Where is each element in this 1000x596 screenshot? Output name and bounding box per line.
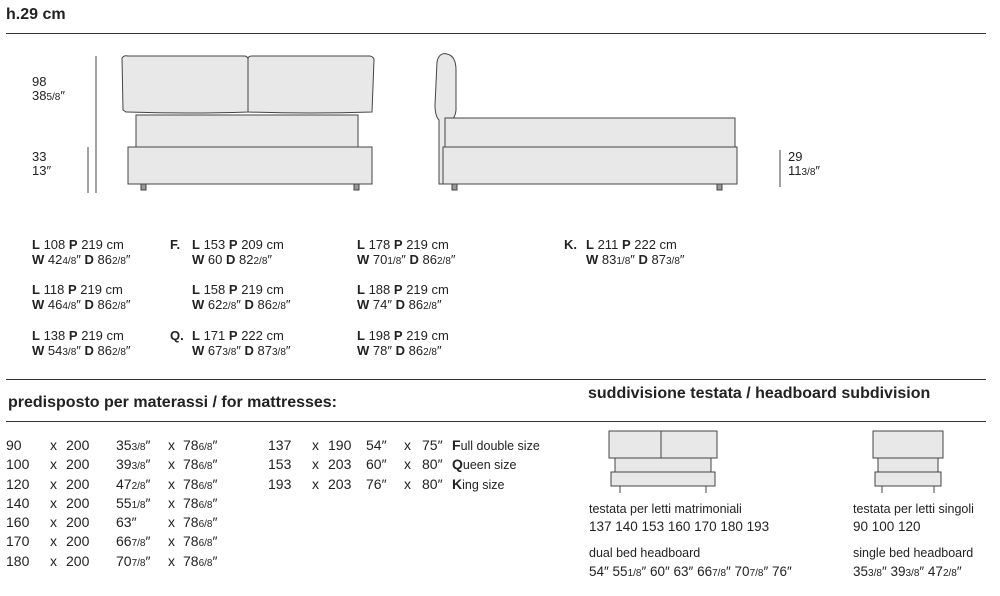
mattress-cell: 200 xyxy=(66,437,90,453)
times-sign: x xyxy=(168,552,175,569)
double-headboard-in: 54″ 551/8″ 60″ 63″ 667/8″ 707/8″ 76″ xyxy=(589,564,792,579)
mattress-depth-frac: 6/8 xyxy=(198,538,213,550)
mattress-heading: predisposto per materassi / for mattresses: xyxy=(8,394,338,411)
size-spec: L 138 P 219 cm W 543/8″ D 862/8″ xyxy=(32,328,131,358)
page-title: h.29 cm xyxy=(6,6,66,23)
times-sign: x xyxy=(50,456,57,473)
double-headboard-it: testata per letti matrimoniali xyxy=(589,502,742,516)
mattress-cell: 200 xyxy=(66,456,90,473)
mattress-width-in: 707/8″ xyxy=(116,552,151,569)
times-sign: x xyxy=(50,514,57,531)
mattress-width-value: 70 xyxy=(116,552,132,569)
mattress-width-value: 35 xyxy=(116,437,132,453)
single-headboard-cm: 90 100 120 xyxy=(853,519,921,534)
mattress-width-frac: 7/8 xyxy=(131,538,146,550)
size-width-frac: 2/8 xyxy=(222,301,237,312)
size-depth: 209 cm xyxy=(241,237,284,252)
size-depth: 219 cm xyxy=(81,328,124,343)
size-initial: F xyxy=(452,437,461,453)
size-depth-frac: 2/8 xyxy=(271,301,286,312)
mattress-cell: 190 xyxy=(328,437,352,453)
times-sign: x xyxy=(50,494,57,511)
size-depth-in: 82 xyxy=(239,252,254,267)
times-sign: x xyxy=(50,552,57,569)
mattress-width-in: 551/8″ xyxy=(116,494,151,511)
size-spec: L 198 P 219 cm W 78″ D 862/8″ xyxy=(357,328,449,358)
size-depth-frac: 3/8 xyxy=(665,256,680,267)
bed-leg-right xyxy=(717,184,722,190)
divider xyxy=(6,421,986,422)
size-spec: L 171 P 222 cm W 673/8″ D 873/8″ xyxy=(192,328,291,358)
times-sign: x xyxy=(168,533,175,550)
size-spec: L 153 P 209 cm W 60 D 822/8″ xyxy=(192,237,284,267)
mattress-cell: 137 xyxy=(268,437,292,453)
size-width-in: 60 xyxy=(207,252,223,267)
mattress-cell: 203 xyxy=(328,475,352,492)
size-spec: L 211 P 222 cm W 831/8″ D 873/8″ xyxy=(586,237,685,267)
bed-side-view xyxy=(425,50,785,200)
times-sign: x xyxy=(50,475,57,492)
bed-frame-front xyxy=(128,147,372,184)
size-length: 108 xyxy=(43,237,66,252)
bed-leg-left xyxy=(452,184,457,190)
headboard-cushion-left xyxy=(609,431,661,458)
times-sign: x xyxy=(404,456,411,473)
size-depth-frac: 2/8 xyxy=(423,301,437,312)
mattress-cell: 120 xyxy=(6,475,30,492)
size-marker: F. xyxy=(170,237,181,252)
size-width-frac: 1/8 xyxy=(387,256,402,267)
times-sign: x xyxy=(168,437,175,453)
mattress-depth-in: 786/8″ xyxy=(183,533,218,550)
size-width-frac: 3/8 xyxy=(62,347,77,358)
times-sign: x xyxy=(404,475,411,492)
single-headboard-it: testata per letti singoli xyxy=(853,502,974,516)
size-width-in: 62 xyxy=(207,297,223,312)
divider xyxy=(6,379,986,380)
size-depth: 219 cm xyxy=(80,282,123,297)
size-initial: K xyxy=(452,475,463,492)
mattress-cell: 180 xyxy=(6,552,30,569)
mattress-cell: 203 xyxy=(328,456,352,473)
headboard-cushion-right xyxy=(248,56,374,113)
mattress-depth-in: 75″ xyxy=(422,437,443,453)
mattress-width-in: 76″ xyxy=(366,475,387,492)
divider xyxy=(6,33,986,34)
mattress-width-value: 55 xyxy=(116,494,132,511)
mattress-depth-value: 78 xyxy=(183,456,199,473)
mattress-width-value: 63″ xyxy=(116,514,137,531)
mattress-depth-in: 80″ xyxy=(422,475,443,492)
size-depth-frac: 3/8 xyxy=(271,347,286,358)
times-sign: x xyxy=(168,456,175,473)
double-headboard-en: dual bed headboard xyxy=(589,546,701,560)
size-marker: K. xyxy=(564,237,577,252)
size-spec: L 118 P 219 cm W 464/8″ D 862/8″ xyxy=(32,282,131,312)
frame-height-label xyxy=(32,150,51,178)
size-width-in: 42 xyxy=(47,252,63,267)
frame-height-cm: 33 xyxy=(32,149,47,164)
mattress-width-in: 393/8″ xyxy=(116,456,151,473)
size-name xyxy=(452,436,540,456)
mattress-depth-value: 78 xyxy=(183,533,199,550)
bed-frame-side xyxy=(443,147,737,184)
mattress-side xyxy=(445,118,735,148)
front-height-cm: 98 xyxy=(32,74,47,89)
mattress-depth-frac: 6/8 xyxy=(198,442,213,453)
size-width-frac: 3/8 xyxy=(222,347,237,358)
mattress-depth-value: 78 xyxy=(183,552,199,569)
mattress-depth-frac: 6/8 xyxy=(198,499,213,511)
size-name xyxy=(452,455,516,475)
side-height-in: 11 xyxy=(788,163,802,178)
bed-frame xyxy=(611,472,715,486)
headboard-cushion xyxy=(873,431,943,458)
size-width-frac: 4/8 xyxy=(62,256,77,267)
mattress-cell: 170 xyxy=(6,533,30,550)
mattress-depth-value: 78 xyxy=(183,494,199,511)
mattress-depth-value: 78 xyxy=(183,475,199,492)
single-headboard-in: 353/8″ 393/8″ 472/8″ xyxy=(853,564,962,579)
times-sign: x xyxy=(312,456,319,473)
mattress-cell: 200 xyxy=(66,552,90,569)
size-width-in: 67 xyxy=(207,343,223,358)
size-depth-frac: 2/8 xyxy=(111,256,126,267)
side-height-cm: 29 xyxy=(788,149,803,164)
mattress-width-frac: 3/8 xyxy=(131,442,146,453)
size-name-rest: ing size xyxy=(462,477,505,492)
size-depth: 222 cm xyxy=(634,237,677,252)
mattress-cell: 200 xyxy=(66,514,90,531)
mattress-width-in: 472/8″ xyxy=(116,475,151,492)
size-spec: L 178 P 219 cm W 701/8″ D 862/8″ xyxy=(357,237,456,267)
side-height-in-frac: 3/8 xyxy=(801,167,816,178)
mattress-depth-in: 786/8″ xyxy=(183,514,218,531)
mattress-front xyxy=(136,115,358,149)
frame-height-in: 13″ xyxy=(32,163,52,178)
mattress-cell: 153 xyxy=(268,456,292,473)
size-width-in: 54 xyxy=(47,343,63,358)
size-width-in: 70 xyxy=(372,252,388,267)
headboard-cushion-right xyxy=(661,431,717,458)
size-marker: Q. xyxy=(170,328,184,343)
mattress-width-in: 60″ xyxy=(366,456,387,473)
mattress-cell: 100 xyxy=(6,456,30,473)
size-length: 138 xyxy=(43,328,66,343)
mattress-cell: 90 xyxy=(6,437,22,453)
side-height-label: 29 113/8″ xyxy=(788,149,821,178)
size-length: 153 xyxy=(203,237,226,252)
size-length: 178 xyxy=(368,237,391,252)
size-depth-in: 86 xyxy=(422,252,437,267)
mattress-width-frac: 1/8 xyxy=(131,499,146,511)
mattress-cell: 200 xyxy=(66,475,90,492)
times-sign: x xyxy=(168,514,175,531)
size-width-frac: 1/8 xyxy=(616,256,631,267)
size-depth-in: 86 xyxy=(408,297,424,312)
mattress-cell: 200 xyxy=(66,533,90,550)
mattress-cell: 160 xyxy=(6,514,30,531)
size-name-rest: ueen size xyxy=(462,458,517,473)
mattress-width-value: 66 xyxy=(116,533,132,550)
mattress-width-value: 47 xyxy=(116,475,132,492)
size-depth: 219 cm xyxy=(406,282,449,297)
size-depth-in: 86 xyxy=(257,297,272,312)
size-spec: L 188 P 219 cm W 74″ D 862/8″ xyxy=(357,282,449,312)
mattress-depth-frac: 6/8 xyxy=(198,519,213,531)
size-depth-frac: 2/8 xyxy=(436,256,451,267)
mattress-depth-frac: 6/8 xyxy=(198,480,213,492)
mattress-depth-in: 786/8″ xyxy=(183,475,218,492)
mattress-depth-frac: 6/8 xyxy=(198,557,213,569)
size-initial: Q xyxy=(452,456,463,473)
size-depth: 219 cm xyxy=(406,328,449,343)
size-length: 198 xyxy=(368,328,391,343)
times-sign: x xyxy=(312,475,319,492)
mattress-cell: 193 xyxy=(268,475,292,492)
size-depth-in: 87 xyxy=(651,252,666,267)
size-depth: 222 cm xyxy=(241,328,284,343)
size-length: 171 xyxy=(203,328,226,343)
mattress-width-frac: 7/8 xyxy=(131,557,146,569)
times-sign: x xyxy=(168,494,175,511)
size-depth-in: 87 xyxy=(257,343,272,358)
size-length: 158 xyxy=(203,282,226,297)
times-sign: x xyxy=(50,533,57,550)
mattress-depth-frac: 6/8 xyxy=(198,461,213,473)
front-height-in-frac: 5/8 xyxy=(46,92,61,103)
mattress-cell: 200 xyxy=(66,494,90,511)
mattress-depth-in: 786/8″ xyxy=(183,437,218,453)
mattress-width-in: 353/8″ xyxy=(116,437,151,453)
size-width-in: 74″ xyxy=(372,297,392,312)
mattress-cell: 140 xyxy=(6,494,30,511)
mattress xyxy=(878,458,938,472)
times-sign: x xyxy=(312,437,319,453)
size-name xyxy=(452,475,505,495)
mattress xyxy=(615,458,711,472)
bed-frame xyxy=(875,472,941,486)
size-name-rest: ull double size xyxy=(460,439,540,453)
size-width-in: 83 xyxy=(601,252,617,267)
mattress-depth-value: 78 xyxy=(183,514,199,531)
times-sign: x xyxy=(168,475,175,492)
times-sign: x xyxy=(404,437,411,453)
mattress-width-value: 39 xyxy=(116,456,132,473)
mattress-depth-in: 786/8″ xyxy=(183,494,218,511)
size-depth-frac: 2/8 xyxy=(423,347,437,358)
size-width-in: 46 xyxy=(47,297,63,312)
mattress-depth-in: 80″ xyxy=(422,456,443,473)
size-width-in: 78″ xyxy=(372,343,392,358)
size-depth-in: 86 xyxy=(97,252,112,267)
size-length: 188 xyxy=(368,282,391,297)
mattress-depth-value: 78 xyxy=(183,437,199,453)
bed-front-view xyxy=(80,50,390,200)
size-depth-in: 86 xyxy=(97,343,112,358)
mattress-width-frac: 2/8 xyxy=(131,480,146,492)
size-depth: 219 cm xyxy=(406,237,449,252)
size-length: 118 xyxy=(43,282,65,297)
bed-leg-left xyxy=(141,184,146,190)
bed-leg-right xyxy=(354,184,359,190)
size-depth-in: 86 xyxy=(408,343,424,358)
size-depth-in: 86 xyxy=(97,297,112,312)
mattress-depth-in: 786/8″ xyxy=(183,552,218,569)
mattress-depth-in: 786/8″ xyxy=(183,456,218,473)
front-height-label: 98 385/8″ xyxy=(32,74,65,103)
size-length: 211 xyxy=(597,237,619,252)
size-width-frac: 4/8 xyxy=(62,301,77,312)
mattress-width-in xyxy=(116,513,137,534)
size-spec: L 158 P 219 cm W 622/8″ D 862/8″ xyxy=(192,282,291,312)
size-depth: 219 cm xyxy=(81,237,124,252)
headboard-cushion-left xyxy=(122,56,248,113)
front-height-in: 38 xyxy=(32,88,47,103)
size-depth-frac: 2/8 xyxy=(253,256,268,267)
times-sign: x xyxy=(50,437,57,453)
mattress-width-in: 54″ xyxy=(366,437,387,453)
size-depth-frac: 2/8 xyxy=(111,347,126,358)
double-headboard-cm: 137 140 153 160 170 180 193 xyxy=(589,519,770,534)
mattress-width-frac: 3/8 xyxy=(131,461,146,473)
double-headboard-drawing xyxy=(605,428,725,498)
single-headboard-drawing xyxy=(870,428,950,498)
size-depth-frac: 2/8 xyxy=(111,301,126,312)
size-spec: L 108 P 219 cm W 424/8″ D 862/8″ xyxy=(32,237,131,267)
size-depth: 219 cm xyxy=(241,282,284,297)
mattress-width-in: 667/8″ xyxy=(116,533,151,550)
headboard-heading: suddivisione testata / headboard subdivision xyxy=(588,385,931,402)
single-headboard-en: single bed headboard xyxy=(853,546,974,560)
